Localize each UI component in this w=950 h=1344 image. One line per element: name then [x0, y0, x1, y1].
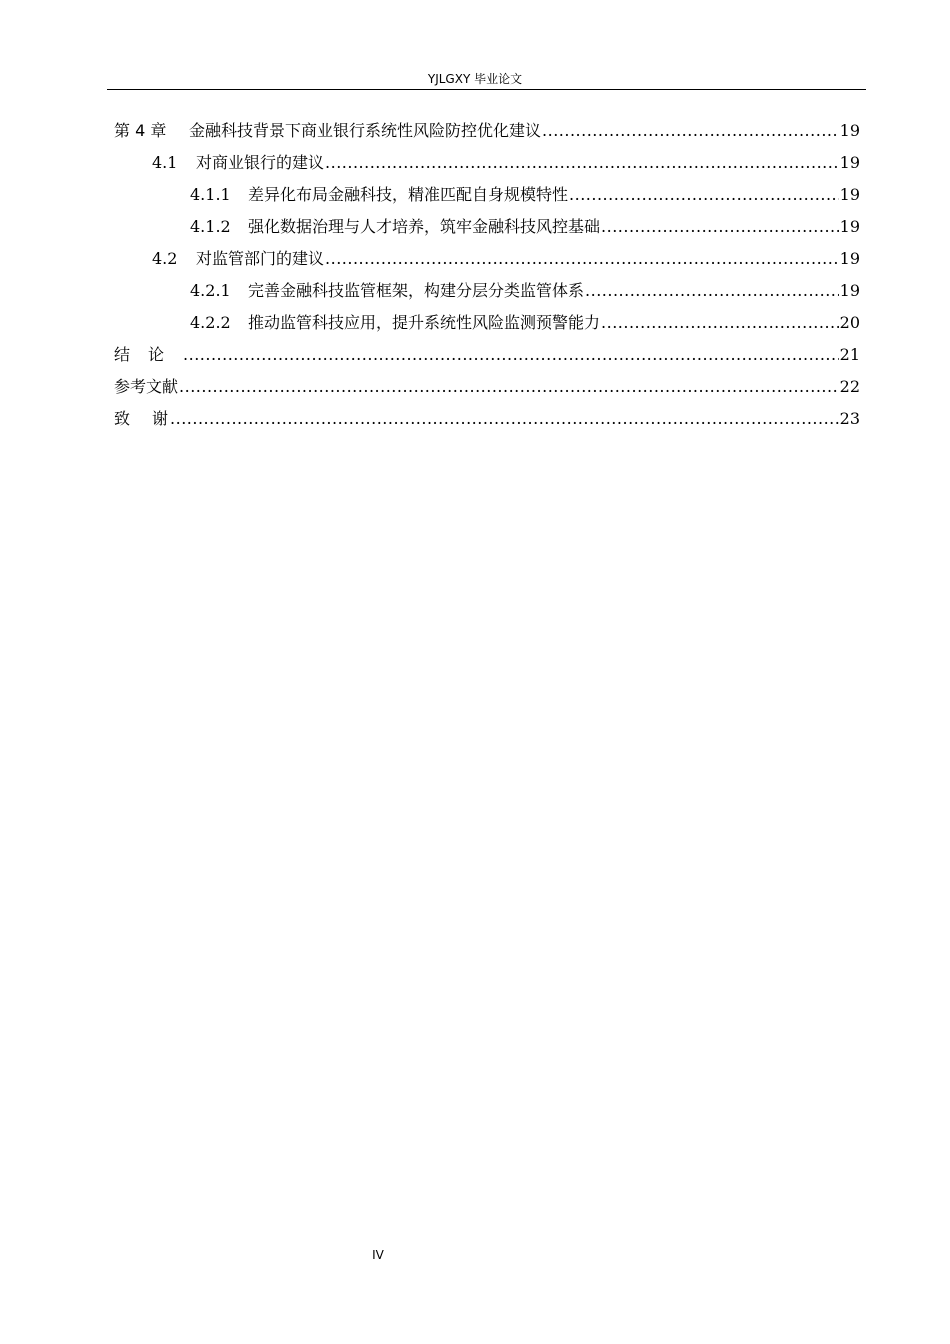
toc-entry-4-1[interactable] — [152, 147, 860, 179]
toc-entry-title: 金融科技背景下商业银行系统性风险防控优化建议 — [189, 121, 542, 140]
toc-entry-chapter-4[interactable] — [114, 115, 860, 147]
toc-entry-number: 4.1.2 — [190, 217, 231, 236]
header-rule — [107, 89, 866, 90]
toc-entry-title: 强化数据治理与人才培养，筑牢金融科技风控基础 — [248, 217, 601, 236]
toc-entry-4-2[interactable] — [152, 243, 860, 275]
toc-entry-page: 19 — [839, 249, 860, 268]
toc-entry-number: 4.2.1 — [190, 281, 231, 300]
toc-entry-number: 4.1.1 — [190, 185, 231, 204]
toc-leader-dots — [170, 403, 839, 435]
toc-entry-conclusion[interactable] — [114, 339, 860, 371]
toc-entry-title: 推动监管科技应用，提升系统性风险监测预警能力 — [248, 313, 601, 332]
toc-entry-page: 19 — [839, 185, 860, 204]
toc-entry-page: 19 — [839, 217, 860, 236]
toc-entry-title: 对商业银行的建议 — [196, 153, 325, 172]
toc-entry-page: 19 — [839, 281, 860, 300]
toc-entry-page: 19 — [839, 121, 860, 140]
toc-entry-title: 参考文献 — [114, 377, 179, 396]
toc-entry-title: 差异化布局金融科技，精准匹配自身规模特性 — [248, 185, 569, 204]
toc-entry-title: 结论 — [114, 345, 183, 364]
toc-entry-number: 4.2 — [152, 249, 178, 268]
toc-leader-dots — [179, 371, 839, 403]
toc-leader-dots — [601, 211, 839, 243]
toc-leader-dots — [183, 339, 839, 371]
toc-leader-dots — [601, 307, 839, 339]
toc-entry-4-1-1[interactable] — [190, 179, 860, 211]
toc-entry-title: 完善金融科技监管框架，构建分层分类监管体系 — [248, 281, 585, 300]
toc-entry-references[interactable] — [114, 371, 860, 403]
toc-entry-number: 第 4 章 — [114, 121, 167, 140]
toc-entry-page: 19 — [839, 153, 860, 172]
toc-leader-dots — [542, 115, 839, 147]
toc-entry-page: 22 — [839, 377, 860, 396]
page-number: IV — [372, 1248, 384, 1262]
running-header: YJLGXY 毕业论文 — [427, 72, 523, 86]
toc-entry-acknowledgements[interactable] — [114, 403, 860, 435]
toc-entry-4-2-2[interactable] — [190, 307, 860, 339]
toc-entry-title: 对监管部门的建议 — [196, 249, 325, 268]
toc-leader-dots — [325, 243, 839, 275]
toc-entry-page: 21 — [839, 345, 860, 364]
toc-leader-dots — [585, 275, 839, 307]
toc-leader-dots — [569, 179, 839, 211]
toc-entry-4-2-1[interactable] — [190, 275, 860, 307]
toc-entry-title: 致谢 — [114, 409, 191, 428]
toc-leader-dots — [325, 147, 839, 179]
toc-entry-number: 4.2.2 — [190, 313, 231, 332]
toc-entry-page: 20 — [839, 313, 860, 332]
toc-entry-number: 4.1 — [152, 153, 178, 172]
toc-entry-4-1-2[interactable] — [190, 211, 860, 243]
toc-entry-page: 23 — [839, 409, 860, 428]
